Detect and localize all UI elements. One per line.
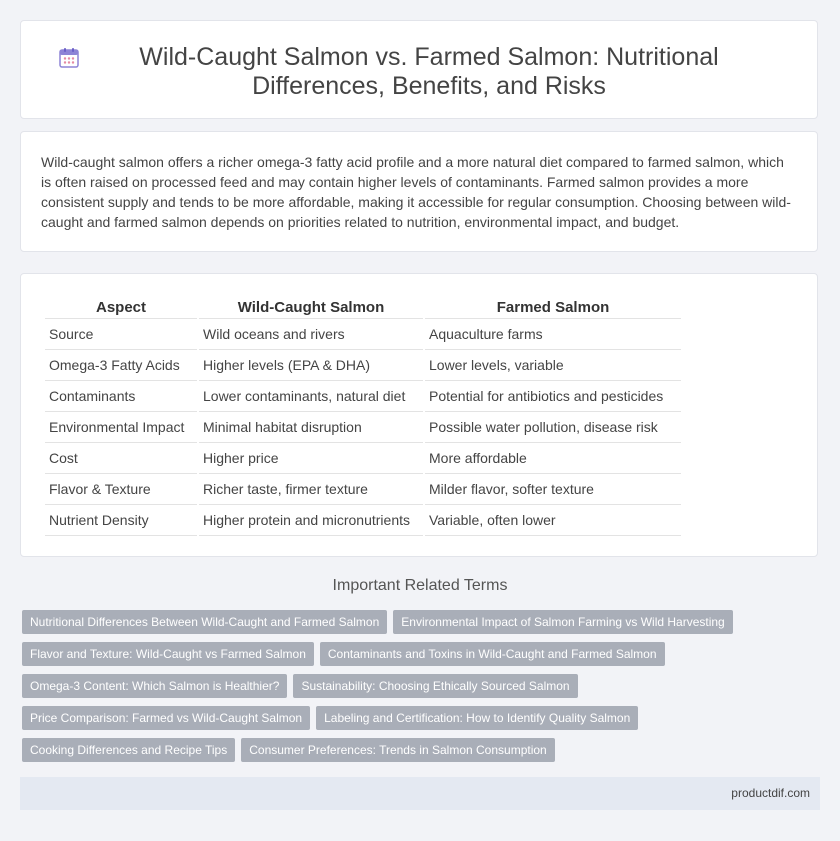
table-cell: Variable, often lower (425, 505, 681, 536)
table-cell: Flavor & Texture (45, 474, 197, 505)
table-cell: Potential for antibiotics and pesticides (425, 381, 681, 412)
table-cell: Milder flavor, softer texture (425, 474, 681, 505)
table-cell: Source (45, 318, 197, 350)
related-terms-list (22, 610, 782, 770)
table-cell: Higher price (199, 443, 423, 474)
table-cell: Aquaculture farms (425, 318, 681, 350)
column-header: Wild-Caught Salmon (237, 298, 385, 316)
table-cell: Environmental Impact (45, 412, 197, 443)
table-cell: Nutrient Density (45, 505, 197, 536)
related-term-link[interactable]: Flavor and Texture: Wild-Caught vs Farmed Salmon (22, 642, 314, 666)
table-row (45, 505, 681, 536)
table-cell: Cost (45, 443, 197, 474)
table-row (45, 381, 681, 412)
column-header: Farmed Salmon (496, 298, 610, 316)
table-cell: Minimal habitat disruption (199, 412, 423, 443)
comparison-card (20, 273, 818, 557)
footer-site-link[interactable]: productdif.com (731, 786, 810, 800)
table-cell: Lower contaminants, natural diet (199, 381, 423, 412)
table-cell: Wild oceans and rivers (199, 318, 423, 350)
table-row (45, 474, 681, 505)
table-row (45, 350, 681, 381)
table-row (45, 412, 681, 443)
related-term-link[interactable]: Consumer Preferences: Trends in Salmon Consumption (241, 738, 554, 762)
page-title: Wild-Caught Salmon vs. Farmed Salmon: Nutritional Differences, Benefits, and Risks (139, 43, 719, 100)
table-row (45, 318, 681, 350)
column-header: Aspect (95, 298, 147, 316)
table-cell: Omega-3 Fatty Acids (45, 350, 197, 381)
related-term-link[interactable]: Omega-3 Content: Which Salmon is Healthier? (22, 674, 287, 698)
table-cell: Richer taste, firmer texture (199, 474, 423, 505)
table-cell: Contaminants (45, 381, 197, 412)
related-term-link[interactable]: Environmental Impact of Salmon Farming vs Wild Harvesting (393, 610, 732, 634)
related-term-link[interactable]: Sustainability: Choosing Ethically Sourced Salmon (293, 674, 577, 698)
related-terms-heading: Important Related Terms (332, 577, 508, 594)
comparison-table (43, 296, 683, 536)
table-row (45, 443, 681, 474)
related-term-link[interactable]: Contaminants and Toxins in Wild-Caught and Farmed Salmon (320, 642, 665, 666)
intro-card (20, 131, 818, 252)
related-term-link[interactable]: Cooking Differences and Recipe Tips (22, 738, 235, 762)
related-term-link[interactable]: Price Comparison: Farmed vs Wild-Caught Salmon (22, 706, 310, 730)
related-term-link[interactable]: Nutritional Differences Between Wild-Caught and Farmed Salmon (22, 610, 387, 634)
related-term-link[interactable]: Labeling and Certification: How to Identify Quality Salmon (316, 706, 638, 730)
table-cell: Lower levels, variable (425, 350, 681, 381)
table-cell: Higher levels (EPA & DHA) (199, 350, 423, 381)
intro-paragraph: Wild-caught salmon offers a richer omega-3 fatty acid profile and a more natural diet compared to farmed salmon, which is often raised on processed feed and may contain higher levels of contaminants. Farmed salmon provides a more consistent supply and tends to be more affordable, making it accessible for regular consumption. Choosing between wild-caught and farmed salmon depends on priorities related to nutrition, environmental impact, and budget. (41, 154, 791, 230)
table-cell: More affordable (425, 443, 681, 474)
table-header-row (45, 296, 681, 318)
footer (20, 777, 820, 810)
title-card (20, 20, 818, 119)
table-cell: Possible water pollution, disease risk (425, 412, 681, 443)
table-cell: Higher protein and micronutrients (199, 505, 423, 536)
